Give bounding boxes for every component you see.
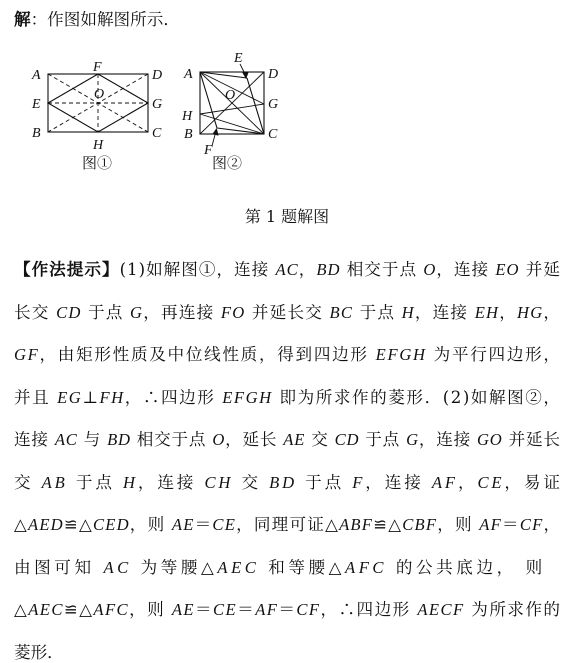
text-segment: 于点	[353, 302, 402, 322]
math-term: CE	[212, 515, 237, 534]
text-segment: (1)如解图①，连接	[119, 260, 276, 279]
text-segment: ，∴四边形	[124, 387, 223, 407]
math-term: CD	[56, 302, 82, 322]
math-term: CF	[296, 600, 321, 619]
text-line	[14, 554, 546, 578]
text-segment: ＝	[237, 600, 256, 619]
text-segment: △	[14, 600, 29, 619]
text-segment: 相交于点	[130, 430, 213, 449]
fig1-label-G: G	[152, 97, 163, 112]
math-term: AE	[171, 515, 195, 534]
math-term: HG	[517, 302, 544, 322]
fig2-label-G: G	[268, 97, 279, 112]
math-term: AFC	[93, 600, 130, 619]
fig2-label-H: H	[182, 109, 193, 124]
fig2-label-E: E	[234, 51, 243, 66]
text-segment: 为所求作的	[464, 600, 562, 619]
math-term: CF	[519, 515, 544, 534]
text-line	[14, 469, 563, 493]
fig2-caption: 图②	[212, 154, 243, 172]
figure-2-square	[178, 48, 288, 176]
text-segment: ，则	[129, 600, 172, 619]
math-term: FO	[220, 302, 246, 322]
math-term: G	[406, 430, 419, 449]
math-term: CE	[213, 600, 238, 619]
fig2-label-D: D	[268, 67, 279, 82]
text-segment: 并延长	[502, 430, 561, 449]
text-segment: ，再连接	[143, 302, 221, 322]
text-line	[14, 511, 561, 535]
text-segment: ，连接	[365, 472, 432, 492]
text-segment: 由图可知	[14, 557, 104, 577]
text-segment: 为平行四边形，	[426, 345, 562, 364]
text-line	[14, 256, 561, 280]
text-segment: 与	[77, 430, 108, 449]
text-segment: △	[14, 515, 28, 534]
figure-1-rectangle	[26, 54, 176, 176]
solution-label: 解	[14, 9, 31, 29]
text-segment: ，由矩形性质及中位线性质，得到四边形	[39, 345, 376, 364]
text-segment: 即为所求作的菱形．(2)如解图②，	[272, 387, 562, 407]
text-segment: 于点	[296, 472, 353, 492]
math-term: BC	[329, 302, 354, 322]
text-line	[14, 341, 562, 365]
fig1-label-O: O	[94, 87, 105, 102]
text-segment: 并延	[519, 260, 561, 279]
text-segment: ≌△	[373, 515, 403, 534]
text-segment: 连接	[14, 430, 55, 449]
math-term: CD	[334, 430, 360, 449]
math-term: H	[122, 472, 138, 492]
text-segment: ，连接	[418, 430, 478, 449]
text-segment: 菱形．	[14, 642, 64, 662]
text-segment: ，连接	[414, 302, 475, 322]
text-segment: ，连接	[137, 472, 205, 492]
text-segment: 于点	[67, 472, 123, 492]
text-segment: ，	[457, 472, 478, 492]
math-term: BD	[269, 472, 297, 492]
text-segment: ，	[499, 302, 518, 322]
fig1-label-D: D	[152, 68, 163, 83]
math-term: EFGH	[222, 387, 273, 407]
text-segment: ，则	[129, 515, 172, 534]
fig1-label-C: C	[152, 126, 162, 141]
text-segment: 并延长交	[245, 302, 330, 322]
text-segment: ，连接	[436, 260, 496, 279]
fig1-label-A: A	[32, 68, 41, 83]
text-segment: ⊥	[82, 387, 100, 407]
fig1-label-H: H	[93, 138, 104, 153]
text-segment: 交	[233, 472, 270, 492]
math-term: BD	[107, 430, 131, 449]
math-term: FH	[99, 387, 125, 407]
text-segment: 和等腰△	[259, 557, 345, 577]
math-term: O	[212, 430, 226, 449]
text-segment: 交	[14, 472, 42, 492]
text-line	[14, 384, 562, 408]
math-term: AC	[103, 557, 132, 577]
text-segment: ，	[543, 515, 562, 534]
fig1-caption: 图①	[82, 154, 113, 172]
text-segment: ＝	[195, 600, 214, 619]
text-segment: ，∴四边形	[320, 600, 418, 619]
fig2-label-C: C	[268, 127, 278, 142]
math-term: EFGH	[375, 345, 427, 364]
math-term: AECF	[417, 600, 465, 619]
math-term: CE	[477, 472, 505, 492]
math-term: CBF	[402, 515, 438, 534]
solution-text: ：作图如解图所示．	[30, 10, 180, 29]
math-term: EH	[474, 302, 500, 322]
math-term: AED	[27, 515, 64, 534]
math-term: AE	[283, 430, 306, 449]
text-segment: 交	[305, 430, 335, 449]
text-segment: 并且	[14, 387, 58, 407]
math-term: AE	[171, 600, 195, 619]
math-term: F	[352, 472, 366, 492]
text-segment: ≌△	[63, 515, 93, 534]
text-segment: ＝	[194, 515, 213, 534]
text-segment: 相交于点	[340, 260, 424, 279]
math-term: AEC	[28, 600, 64, 619]
text-line	[14, 299, 561, 323]
text-line	[14, 426, 561, 450]
text-segment: ＝	[502, 515, 520, 534]
math-term: CED	[92, 515, 130, 534]
fig1-label-B: B	[32, 126, 41, 141]
text-segment: ，则	[437, 515, 480, 534]
fig2-label-O: O	[225, 88, 236, 103]
text-segment: ，	[298, 260, 317, 279]
text-line	[14, 596, 561, 620]
text-segment: ，	[543, 302, 562, 322]
math-term: EG	[57, 387, 83, 407]
text-segment: ＝	[278, 600, 297, 619]
math-term: AF	[255, 600, 279, 619]
fig2-label-B: B	[184, 127, 193, 142]
math-term: O	[423, 260, 437, 279]
text-segment: 于点	[81, 302, 131, 322]
math-term: CH	[204, 472, 234, 492]
math-term: H	[401, 302, 415, 322]
math-term: G	[130, 302, 144, 322]
math-term: AF	[431, 472, 458, 492]
text-segment: 的公共底边， 则	[387, 557, 546, 577]
math-term: AFC	[345, 557, 388, 577]
text-line	[14, 639, 64, 663]
math-term: BD	[316, 260, 341, 279]
math-term: AF	[479, 515, 502, 534]
text-segment: 为等腰△	[131, 557, 218, 577]
fig2-label-A: A	[184, 67, 193, 82]
math-term: GO	[477, 430, 503, 449]
math-term: AC	[275, 260, 299, 279]
solution-header	[14, 6, 180, 30]
text-segment: 于点	[359, 430, 407, 449]
fig2-label-F: F	[204, 143, 213, 158]
fig1-label-E: E	[32, 97, 41, 112]
text-segment: ，同理可证△	[236, 515, 340, 534]
math-term: GF	[14, 345, 40, 364]
math-term: AEC	[217, 557, 260, 577]
math-term: EO	[495, 260, 520, 279]
heading-text: 【作法提示】	[14, 259, 120, 279]
text-segment: ≌△	[63, 600, 94, 619]
fig1-label-F: F	[93, 60, 102, 75]
math-term: AC	[54, 430, 78, 449]
text-segment: ，易证	[504, 472, 563, 492]
math-term: AB	[41, 472, 68, 492]
figure-caption: 第 1 题解图	[244, 207, 330, 226]
text-segment: 长交	[14, 302, 57, 322]
text-segment: ，延长	[225, 430, 284, 449]
math-term: ABF	[339, 515, 374, 534]
